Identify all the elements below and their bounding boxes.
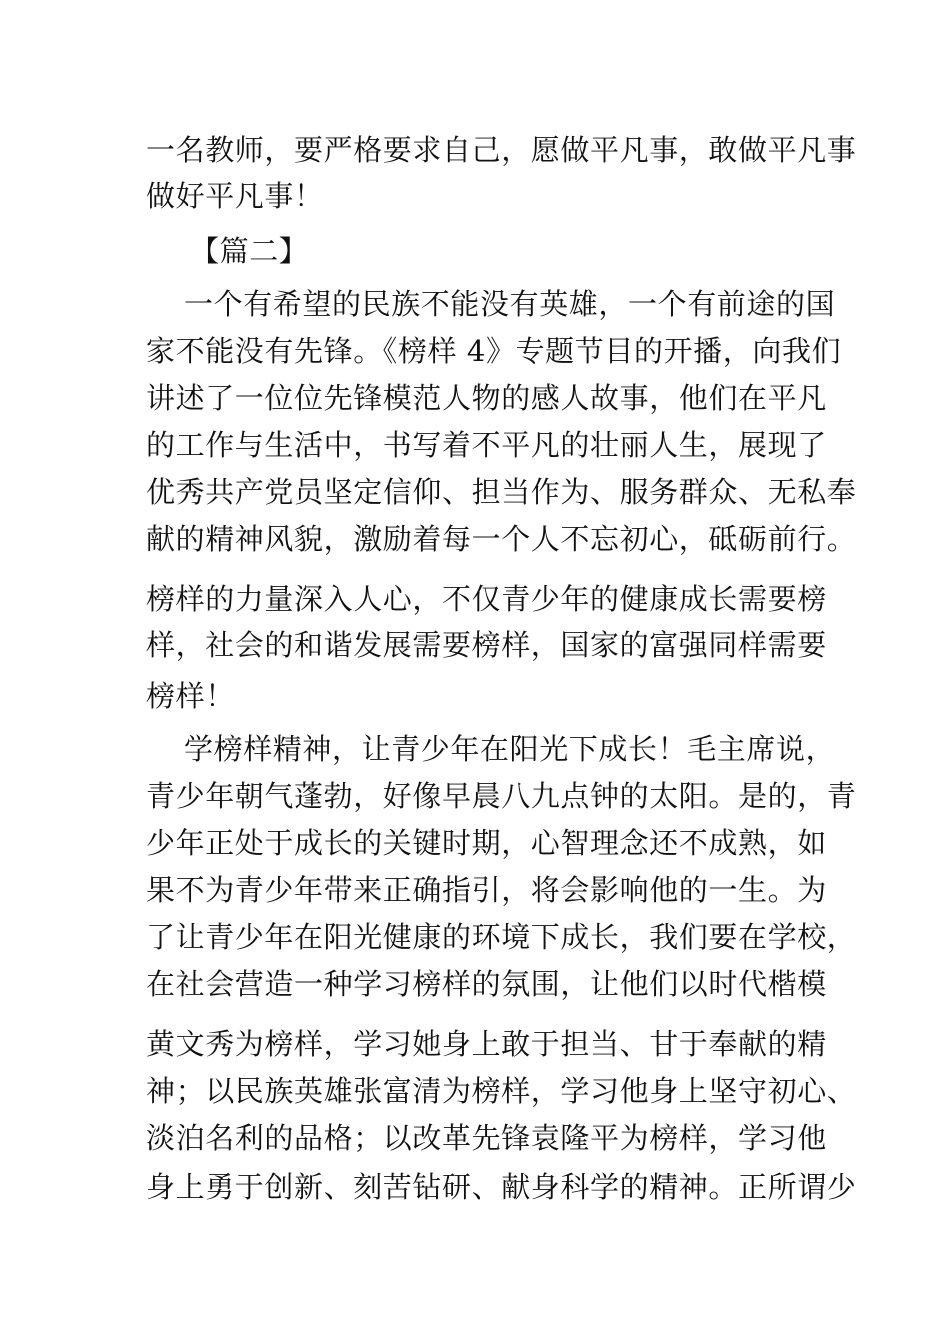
text-line-13: 青少年朝气蓬勃，好像早晨八九点钟的太阳。是的，青	[146, 779, 857, 813]
text-line-8: 献的精神风貌，激励着每一个人不忘初心，砥砺前行。	[146, 522, 857, 556]
text-line-15: 果不为青少年带来正确指引，将会影响他的一生。为	[146, 873, 827, 907]
text-line-3: 一个有希望的民族不能没有英雄，一个有前途的国	[184, 287, 836, 321]
text-line-5: 讲述了一位位先锋模范人物的感人故事，他们在平凡	[146, 381, 827, 415]
text-line-18: 黄文秀为榜样，学习她身上敢于担当、甘于奉献的精	[146, 1027, 827, 1061]
text-line-16: 了让青少年在阳光健康的环境下成长，我们要在学校，	[146, 920, 857, 954]
text-line-2: 做好平凡事！	[146, 179, 324, 213]
text-line-21: 身上勇于创新、刻苦钻研、献身科学的精神。正所谓少	[146, 1170, 857, 1204]
text-line-10: 样，社会的和谐发展需要榜样，国家的富强同样需要	[146, 628, 827, 662]
text-line-9: 榜样的力量深入人心，不仅青少年的健康成长需要榜	[146, 582, 827, 616]
text-line-19: 神；以民族英雄张富清为榜样，学习他身上坚守初心、	[146, 1074, 857, 1108]
text-line-12: 学榜样精神，让青少年在阳光下成长！毛主席说，	[184, 732, 836, 766]
text-line-14: 少年正处于成长的关键时期，心智理念还不成熟，如	[146, 826, 827, 860]
text-line-7: 优秀共产党员坚定信仰、担当作为、服务群众、无私奉	[146, 475, 857, 509]
section-heading: 【篇二】	[190, 234, 309, 268]
text-line-17: 在社会营造一种学习榜样的氛围，让他们以时代楷模	[146, 967, 827, 1001]
text-line-11: 榜样！	[146, 679, 235, 713]
text-line-20: 淡泊名利的品格；以改革先锋袁隆平为榜样，学习他	[146, 1121, 827, 1155]
text-line-4: 家不能没有先锋。《榜样 4》专题节目的开播，向我们	[146, 334, 842, 368]
text-line-6: 的工作与生活中，书写着不平凡的壮丽人生，展现了	[146, 428, 827, 462]
text-line-1: 一名教师，要严格要求自己，愿做平凡事，敢做平凡事	[146, 133, 857, 167]
